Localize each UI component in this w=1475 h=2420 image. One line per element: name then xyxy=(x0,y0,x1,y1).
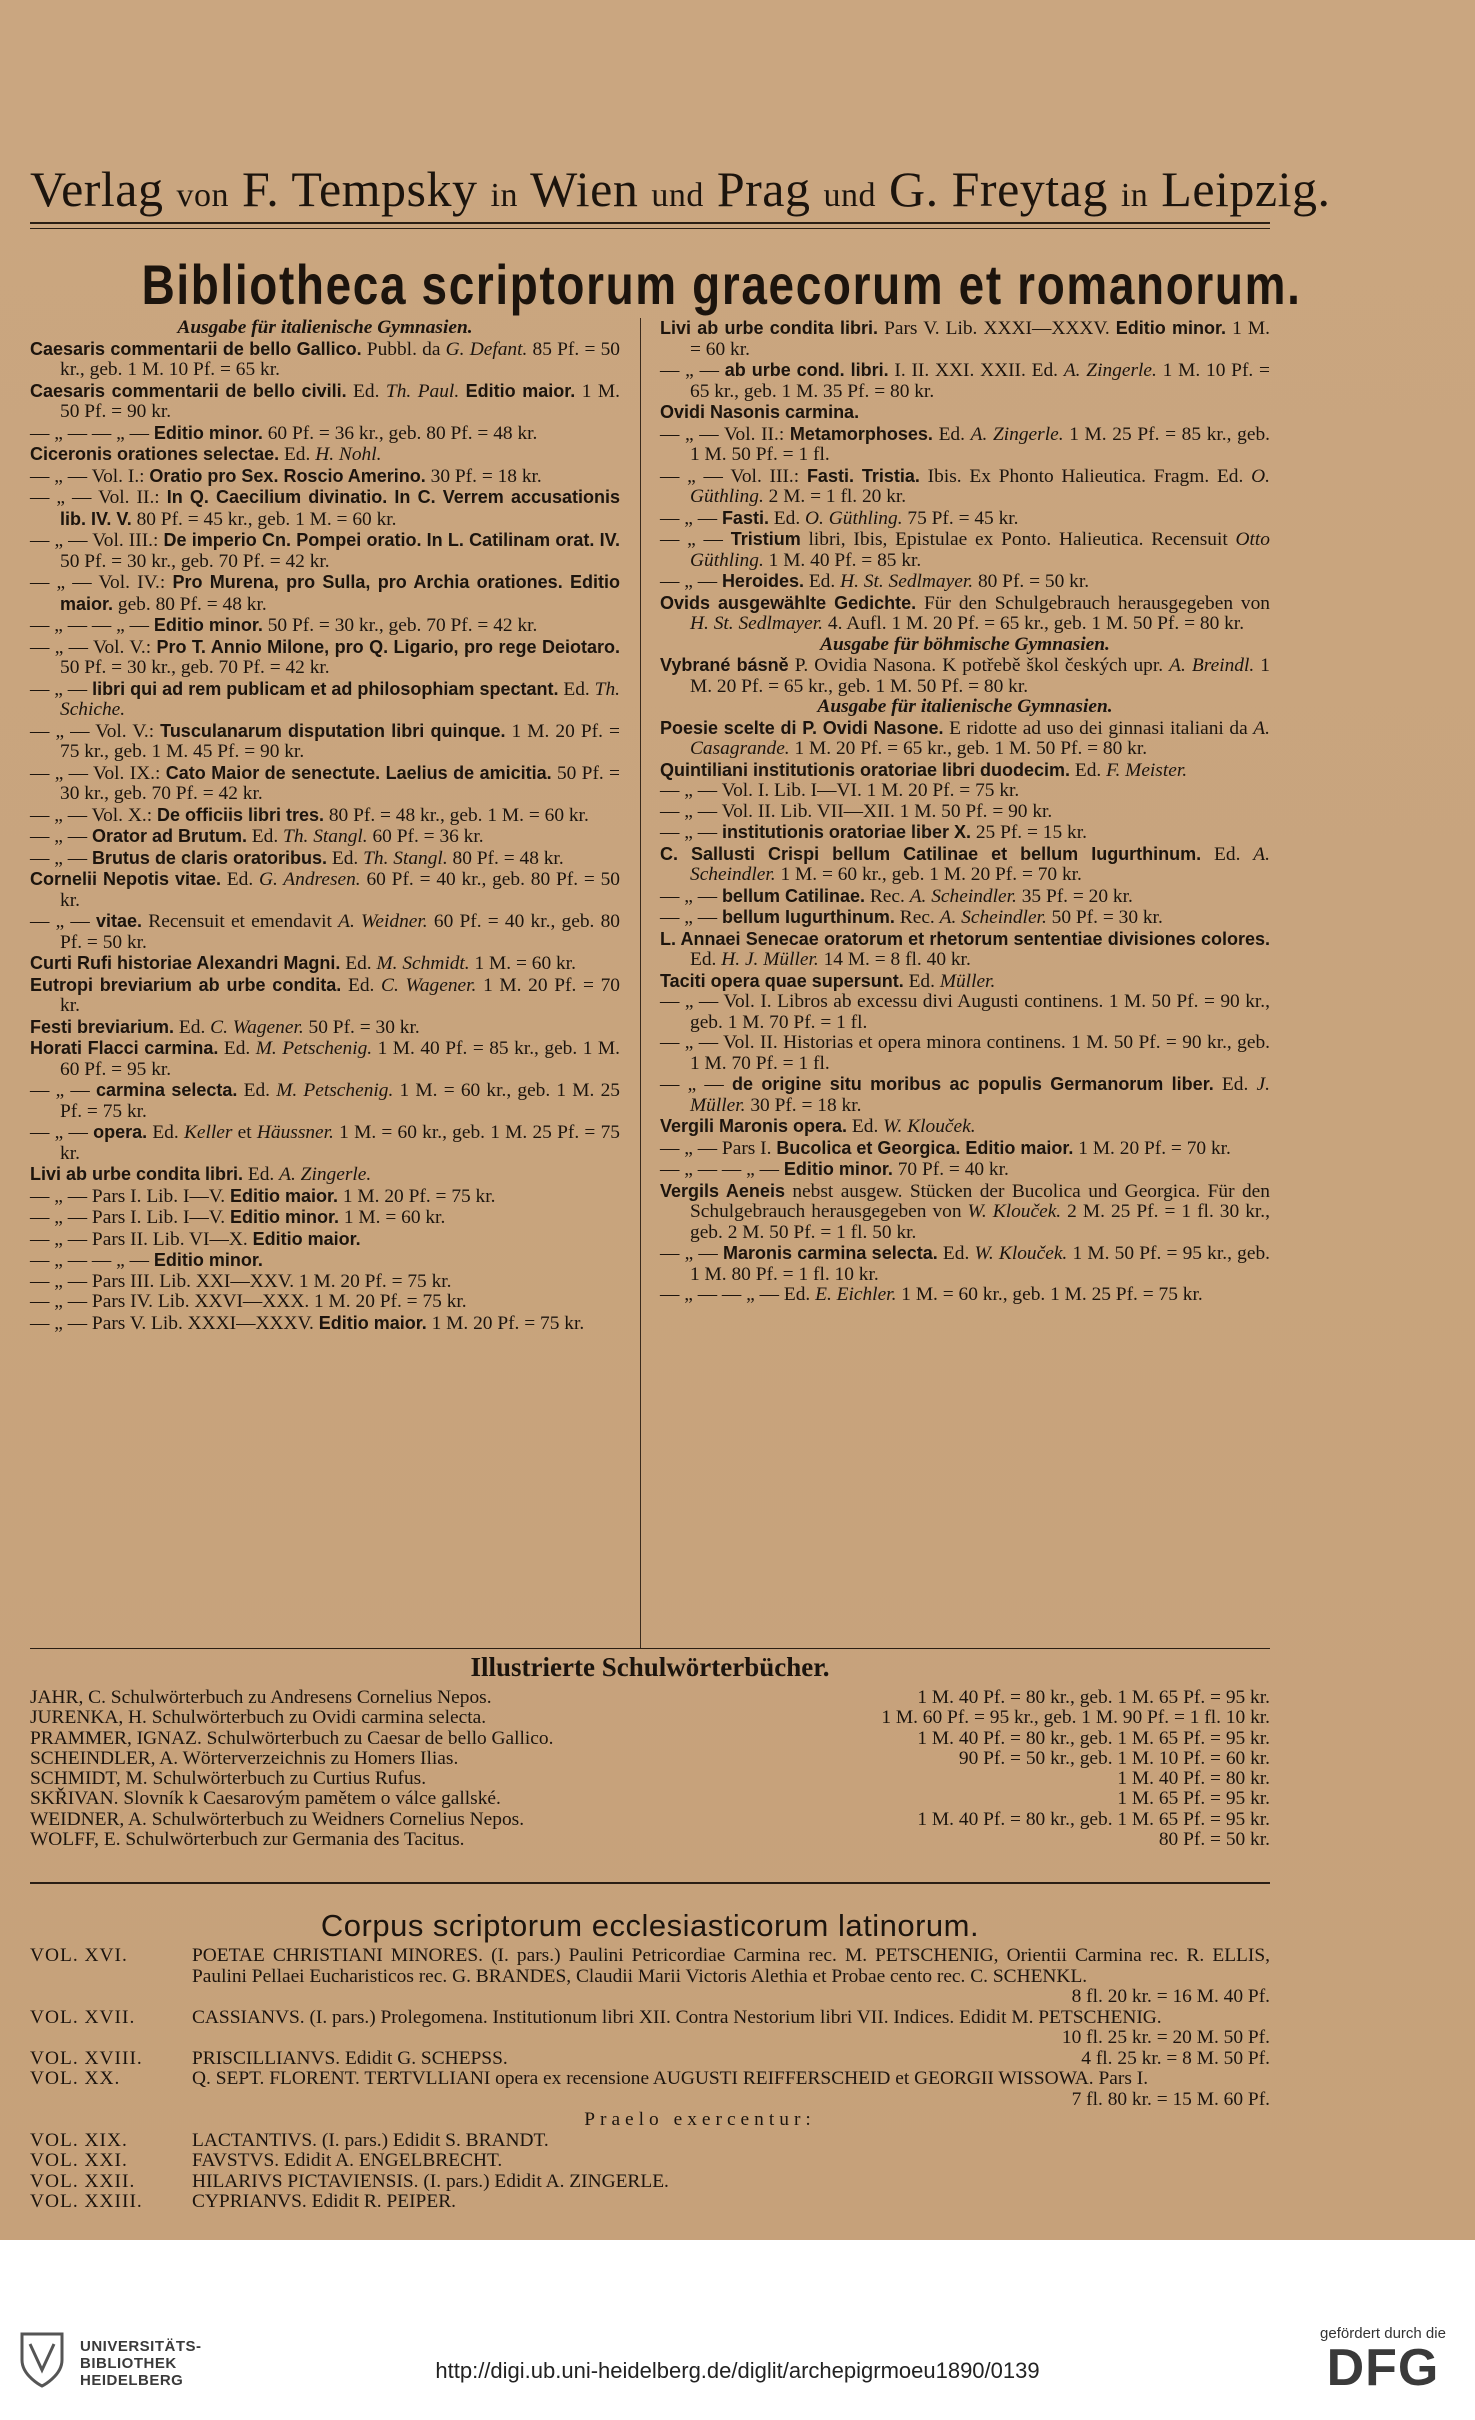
volume-number: VOL. XVI. xyxy=(30,1945,128,1966)
header-word: Verlag xyxy=(30,161,164,217)
edition-heading: Ausgabe für italienische Gymnasien. xyxy=(177,317,473,338)
volume-description: HILARIVS PICTAVIENSIS. (I. pars.) Edidit A. ZINGERLE. xyxy=(192,2170,669,2192)
dictionary-price: 1 M. 60 Pf. = 95 kr., geb. 1 M. 90 Pf. = 1 fl. 10 kr. xyxy=(881,1707,1270,1729)
header-word: in xyxy=(1120,177,1149,214)
catalog-entry: — „ — Vol. II. Lib. VII—XII. 1 M. 50 Pf. = 90 kr. xyxy=(660,800,1053,822)
catalog-entry: Eutropi breviarium ab urbe condita. Ed. C. Wagener. 1 M. 20 Pf. = 70 kr. xyxy=(30,974,620,1016)
dictionary-row xyxy=(30,1708,1270,1728)
section-rule xyxy=(30,1648,1270,1649)
catalog-entry: Caesaris commentarii de bello Gallico. Pubbl. da G. Defant. 85 Pf. = 50 kr., geb. 1 M. 10 Pf. = 65 kr. xyxy=(30,338,620,380)
corpus-list xyxy=(30,1946,1270,2213)
dictionary-title: SCHMIDT, M. Schulwörterbuch zu Curtius Rufus. xyxy=(30,1768,427,1790)
volume-number: VOL. XIX. xyxy=(30,2129,128,2151)
corpus-volume xyxy=(30,2192,1270,2213)
catalog-entry: — „ — Vol. II.: In Q. Caecilium divinatio. In C. Verrem accusationis lib. IV. V. 80 Pf. = 45 kr., geb. 1 M. = 60 kr. xyxy=(30,487,621,530)
dictionary-title: JURENKA, H. Schulwörterbuch zu Ovidi carmina selecta. xyxy=(30,1707,487,1729)
biblio-title: Bibliotheca scriptorum graecorum et romanorum. xyxy=(141,253,1302,316)
catalog-entry: — „ — opera. Ed. Keller et Häussner. 1 M. = 60 kr., geb. 1 M. 25 Pf. = 75 kr. xyxy=(30,1122,620,1164)
corpus-volume xyxy=(30,2008,1270,2049)
catalog-entry: C. Sallusti Crispi bellum Catilinae et bellum Iugurthinum. Ed. A. Scheindler. 1 M. = 60 kr., geb. 1 M. 20 Pf. = 70 kr. xyxy=(660,843,1270,885)
catalog-entry: — „ — bellum Iugurthinum. Rec. A. Scheindler. 50 Pf. = 30 kr. xyxy=(660,907,1163,928)
dfg-wordmark: DFG xyxy=(1326,2339,1440,2397)
catalog-entry: — „ — libri qui ad rem publicam et ad philosophiam spectant. Ed. Th. Schiche. xyxy=(30,678,620,720)
edition-heading: Ausgabe für böhmische Gymnasien. xyxy=(820,633,1110,655)
catalog-entry: Quintiliani institutionis oratoriae libri duodecim. Ed. F. Meister. xyxy=(660,759,1188,781)
catalog-entry: Vergili Maronis opera. Ed. W. Klouček. xyxy=(660,1116,976,1137)
dictionary-row xyxy=(30,1810,1270,1830)
dictionary-title: SKŘIVAN. Slovník k Caesarovým pamětem o válce gallské. xyxy=(30,1788,501,1810)
catalog-entry: — „ — ab urbe cond. libri. I. II. XXI. XXII. Ed. A. Zingerle. 1 M. 10 Pf. = 65 kr., geb. 1 M. 35 Pf. = 80 kr. xyxy=(660,360,1270,402)
header-word: Wien xyxy=(530,161,639,217)
header-word: F. Tempsky xyxy=(242,161,478,217)
corpus-volume xyxy=(30,1946,1270,2008)
dictionary-price: 1 M. 40 Pf. = 80 kr., geb. 1 M. 65 Pf. = 95 kr. xyxy=(917,1808,1270,1830)
catalog-entry: Cornelii Nepotis vitae. Ed. G. Andresen. 60 Pf. = 40 kr., geb. 80 Pf. = 50 kr. xyxy=(30,869,620,911)
dictionary-row xyxy=(30,1688,1270,1708)
logo-line: UNIVERSITÄTS- xyxy=(80,2338,202,2355)
dictionary-list xyxy=(30,1688,1270,1850)
corpus-volume xyxy=(30,2069,1270,2110)
catalog-entry: — „ — Fasti. Ed. O. Güthling. 75 Pf. = 45 kr. xyxy=(660,507,1019,529)
catalog-entry: Poesie scelte di P. Ovidi Nasone. E ridotte ad uso dei ginnasi italiani da A. Casagrande. 1 M. 20 Pf. = 65 kr., geb. 1 M. 50 Pf. = 80 kr. xyxy=(660,717,1270,759)
right-column xyxy=(660,318,1270,1306)
header-word: G. Freytag xyxy=(889,161,1108,217)
header-word: und xyxy=(823,177,876,214)
catalog-entry: Ovidi Nasonis carmina. xyxy=(660,402,860,422)
volume-price: 8 fl. 20 kr. = 16 M. 40 Pf. xyxy=(1071,1986,1270,2007)
header-word: in xyxy=(490,177,518,214)
catalog-entry: Festi breviarium. Ed. C. Wagener. 50 Pf. = 30 kr. xyxy=(30,1016,420,1038)
catalog-entry: — „ — Pars I. Lib. I—V. Editio minor. 1 M. = 60 kr. xyxy=(30,1207,446,1228)
volume-description: POETAE CHRISTIANI MINORES. (I. pars.) Paulini Petricordiae Carmina rec. M. PETSCHENIG, Orientii Carmina rec. R. ELLIS, Paulini Pellaei Eucharisticos rec. G. BRANDES, Claudii Marii Victoris Alethia et Probae cento rec. C. SCHENKL. 8 fl. 20 kr. = 16 M. 40 Pf. xyxy=(192,1945,1270,2007)
logo-line: HEIDELBERG xyxy=(80,2372,184,2389)
volume-price: 10 fl. 25 kr. = 20 M. 50 Pf. xyxy=(1061,2027,1270,2048)
corpus-volume xyxy=(30,2151,1270,2172)
catalog-entry: — „ — Heroides. Ed. H. St. Sedlmayer. 80 Pf. = 50 kr. xyxy=(660,571,1090,592)
volume-number: VOL. XXIII. xyxy=(30,2191,143,2212)
dfg-label: gefördert durch die xyxy=(1320,2325,1446,2342)
catalog-entry: — „ — Pars I. Lib. I—V. Editio maior. 1 M. 20 Pf. = 75 kr. xyxy=(30,1185,496,1207)
header-word: Leipzig. xyxy=(1161,161,1331,217)
catalog-entry: — „ — bellum Catilinae. Rec. A. Scheindler. 35 Pf. = 20 kr. xyxy=(660,885,1133,907)
volume-description: CYPRIANVS. Edidit R. PEIPER. xyxy=(192,2191,456,2212)
catalog-entry: Caesaris commentarii de bello civili. Ed. Th. Paul. Editio maior. 1 M. 50 Pf. = 90 kr. xyxy=(30,380,620,422)
catalog-entry: Livi ab urbe condita libri. Pars V. Lib. XXXI—XXXV. Editio minor. 1 M. = 60 kr. xyxy=(660,318,1271,360)
catalog-entry: — „ — Pars III. Lib. XXI—XXV. 1 M. 20 Pf. = 75 kr. xyxy=(30,1270,452,1292)
dictionary-row xyxy=(30,1749,1270,1769)
dictionary-title: WOLFF, E. Schulwörterbuch zur Germania des Tacitus. xyxy=(30,1829,465,1851)
catalog-entry: — „ — vitae. Recensuit et emendavit A. Weidner. 60 Pf. = 40 kr., geb. 80 Pf. = 50 kr. xyxy=(30,911,620,953)
volume-number: VOL. XXI. xyxy=(30,2150,128,2171)
catalog-entry: — „ — Vol. I. Libros ab excessu divi Augusti continens. 1 M. 50 Pf. = 90 kr., geb. 1 M. 70 Pf. = 1 fl. xyxy=(660,991,1270,1033)
header-word: von xyxy=(176,177,229,214)
dictionary-row xyxy=(30,1830,1270,1850)
catalog-entry: — „ — Vol. IV.: Pro Murena, pro Sulla, pro Archia orationes. Editio maior. geb. 80 Pf. = 48 kr. xyxy=(30,572,620,615)
catalog-entry: Ciceronis orationes selectae. Ed. H. Nohl. xyxy=(30,444,382,465)
volume-description: Q. SEPT. FLORENT. TERTVLLIANI opera ex recensione AUGUSTI REIFFERSCHEID et GEORGII WISSOWA. Pars I. 7 fl. 80 kr. = 15 M. 60 Pf. xyxy=(192,2068,1270,2110)
dictionary-title: JAHR, C. Schulwörterbuch zu Andresens Cornelius Nepos. xyxy=(30,1687,492,1708)
header-rule xyxy=(30,222,1270,224)
catalog-entry: — „ — Vol. I. Lib. I—VI. 1 M. 20 Pf. = 75 kr. xyxy=(660,780,1020,801)
catalog-entry: Horati Flacci carmina. Ed. M. Petschenig. 1 M. 40 Pf. = 85 kr., geb. 1 M. 60 Pf. = 95 kr. xyxy=(30,1038,620,1080)
catalog-entry: — „ — — „ — Ed. E. Eichler. 1 M. = 60 kr., geb. 1 M. 25 Pf. = 75 kr. xyxy=(660,1284,1203,1305)
volume-number: VOL. XVII. xyxy=(30,2006,136,2028)
dictionary-price: 1 M. 40 Pf. = 80 kr., geb. 1 M. 65 Pf. = 95 kr. xyxy=(917,1687,1270,1708)
catalog-entry: — „ — Pars V. Lib. XXXI—XXXV. Editio maior. 1 M. 20 Pf. = 75 kr. xyxy=(30,1312,585,1334)
section-rule xyxy=(30,1882,1270,1884)
dictionary-price: 1 M. 40 Pf. = 80 kr., geb. 1 M. 65 Pf. = 95 kr. xyxy=(917,1727,1270,1749)
edition-heading: Ausgabe für italienische Gymnasien. xyxy=(817,696,1113,717)
logo-line: BIBLIOTHEK xyxy=(80,2355,177,2372)
dictionary-price: 1 M. 65 Pf. = 95 kr. xyxy=(1117,1788,1270,1810)
catalog-entry: Curti Rufi historiae Alexandri Magni. Ed. M. Schmidt. 1 M. = 60 kr. xyxy=(30,953,576,974)
catalog-entry: — „ — Vol. IX.: Cato Maior de senectute. Laelius de amicitia. 50 Pf. = 30 kr., geb. 70 Pf. = 42 kr. xyxy=(30,762,620,804)
volume-number: VOL. XXII. xyxy=(30,2170,136,2192)
dictionary-price: 90 Pf. = 50 kr., geb. 1 M. 10 Pf. = 60 kr. xyxy=(958,1747,1270,1769)
left-column xyxy=(30,318,620,1334)
catalog-entry: — „ — Vol. II. Historias et opera minora continens. 1 M. 50 Pf. = 90 kr., geb. 1 M. 70 Pf. = 1 fl. xyxy=(660,1032,1270,1074)
praelo-heading: Praelo exercentur: xyxy=(584,2109,816,2130)
dfg-logo[interactable] xyxy=(1313,2325,1453,2397)
dictionary-row xyxy=(30,1769,1270,1789)
volume-description: CASSIANVS. (I. pars.) Prolegomena. Institutionum libri XII. Contra Nestorium libri VII. Indices. Edidit M. PETSCHENIG. 10 fl. 25 kr. = 20 M. 50 Pf. xyxy=(192,2006,1270,2048)
header-word: Prag xyxy=(716,161,811,217)
catalog-entry: — „ — Tristium libri, Ibis, Epistulae ex Ponto. Halieutica. Recensuit Otto Güthling. 1 M. 40 Pf. = 85 kr. xyxy=(660,529,1270,571)
catalog-entry: — „ — Pars I. Bucolica et Georgica. Editio maior. 1 M. 20 Pf. = 70 kr. xyxy=(660,1137,1231,1159)
corpus-volume xyxy=(30,2172,1270,2193)
volume-description: FAVSTVS. Edidit A. ENGELBRECHT. xyxy=(192,2150,503,2171)
catalog-entry: — „ — Orator ad Brutum. Ed. Th. Stangl. 60 Pf. = 36 kr. xyxy=(30,826,484,847)
catalog-entry: Taciti opera quae supersunt. Ed. Müller. xyxy=(660,970,996,992)
catalog-entry: — „ — Maronis carmina selecta. Ed. W. Klouček. 1 M. 50 Pf. = 95 kr., geb. 1 M. 80 Pf. = 1 fl. 10 kr. xyxy=(660,1243,1270,1285)
catalog-entry: Ovids ausgewählte Gedichte. Für den Schulgebrauch herausgegeben von H. St. Sedlmayer. 4. Aufl. 1 M. 20 Pf. = 65 kr., geb. 1 M. 50 Pf. = 80 kr. xyxy=(660,592,1270,634)
catalog-entry: — „ — carmina selecta. Ed. M. Petschenig. 1 M. = 60 kr., geb. 1 M. 25 Pf. = 75 kr. xyxy=(30,1080,620,1122)
dictionary-row xyxy=(30,1729,1270,1749)
header-word: und xyxy=(651,177,704,214)
catalog-entry: — „ — institutionis oratoriae liber X. 25 Pf. = 15 kr. xyxy=(660,822,1087,843)
catalog-entry: — „ — Vol. I.: Oratio pro Sex. Roscio Amerino. 30 Pf. = 18 kr. xyxy=(30,465,542,487)
catalog-entry: — „ — Vol. V.: Tusculanarum disputation libri quinque. 1 M. 20 Pf. = 75 kr., geb. 1 M. 45 Pf. = 90 kr. xyxy=(30,720,620,762)
catalog-entry: — „ — Brutus de claris oratoribus. Ed. Th. Stangl. 80 Pf. = 48 kr. xyxy=(30,847,564,869)
volume-description: PRISCILLIANVS. Edidit G. SCHEPSS. 4 fl. 25 kr. = 8 M. 50 Pf. xyxy=(192,2047,1270,2069)
catalog-entry: — „ — Vol. II.: Metamorphoses. Ed. A. Zingerle. 1 M. 25 Pf. = 85 kr., geb. 1 M. 50 Pf. = 1 fl. xyxy=(660,423,1270,465)
catalog-entry: — „ — Vol. III.: De imperio Cn. Pompei oratio. In L. Catilinam orat. IV. 50 Pf. = 30 kr., geb. 70 Pf. = 42 kr. xyxy=(30,530,620,572)
catalog-entry: Vergils Aeneis nebst ausgew. Stücken der Bucolica und Georgica. Für den Schulgebrauch herausgegeben von W. Klouček. 2 M. 25 Pf. = 1 fl. 30 kr., geb. 2 M. 50 Pf. = 1 fl. 50 kr. xyxy=(660,1180,1270,1243)
volume-price: 7 fl. 80 kr. = 15 M. 60 Pf. xyxy=(1071,2088,1270,2110)
volume-number: VOL. XX. xyxy=(30,2068,121,2089)
dictionary-price: 80 Pf. = 50 kr. xyxy=(1158,1829,1270,1851)
catalog-entry: — „ — Pars IV. Lib. XXVI—XXX. 1 M. 20 Pf. = 75 kr. xyxy=(30,1291,467,1312)
catalog-entry: Vybrané básně P. Ovidia Nasona. K potřebě škol českých upr. A. Breindl. 1 M. 20 Pf. = 65 kr., geb. 1 M. 50 Pf. = 80 kr. xyxy=(660,655,1270,697)
volume-number: VOL. XVIII. xyxy=(30,2047,143,2069)
header-rule xyxy=(30,228,1270,229)
volume-description: LACTANTIVS. (I. pars.) Edidit S. BRANDT. xyxy=(192,2129,549,2151)
publisher-header xyxy=(30,160,1331,218)
corpus-volume xyxy=(30,2049,1270,2070)
footer-bar xyxy=(0,2240,1475,2420)
catalog-entry: — „ — Vol. V.: Pro T. Annio Milone, pro Q. Ligario, pro rege Deiotaro. 50 Pf. = 30 kr., geb. 70 Pf. = 42 kr. xyxy=(30,636,620,678)
dictionary-title: SCHEINDLER, A. Wörterverzeichnis zu Homers Ilias. xyxy=(30,1747,459,1769)
dictionary-title: PRAMMER, IGNAZ. Schulwörterbuch zu Caesar de bello Gallico. xyxy=(30,1727,554,1749)
corpus-volume xyxy=(30,2131,1270,2152)
dictionary-price: 1 M. 40 Pf. = 80 kr. xyxy=(1117,1768,1270,1790)
catalog-entry: — „ — — „ — Editio minor. xyxy=(30,1250,263,1271)
dictionary-row xyxy=(30,1789,1270,1809)
catalog-entry: — „ — — „ — Editio minor. 70 Pf. = 40 kr. xyxy=(660,1159,1009,1180)
catalog-entry: — „ — Vol. III.: Fasti. Tristia. Ibis. Ex Phonto Halieutica. Fragm. Ed. O. Güthling. 2 M. = 1 fl. 20 kr. xyxy=(660,465,1270,507)
catalog-entry: — „ — — „ — Editio minor. 60 Pf. = 36 kr., geb. 80 Pf. = 48 kr. xyxy=(30,422,538,444)
illus-title: Illustrierte Schulwörterbücher. xyxy=(470,1652,830,1682)
source-url[interactable]: http://digi.ub.uni-heidelberg.de/diglit/archepigrmoeu1890/0139 xyxy=(435,2358,1040,2383)
corpus-title: Corpus scriptorum ecclesiasticorum latinorum. xyxy=(320,1908,980,1943)
catalog-entry: — „ — — „ — Editio minor. 50 Pf. = 30 kr., geb. 70 Pf. = 42 kr. xyxy=(30,615,538,636)
dictionary-title: WEIDNER, A. Schulwörterbuch zu Weidners Cornelius Nepos. xyxy=(30,1808,525,1830)
catalog-entry: L. Annaei Senecae oratorum et rhetorum sententiae divisiones colores. Ed. H. J. Müller. 14 M. = 8 fl. 40 kr. xyxy=(660,928,1270,970)
catalog-entry: — „ — de origine situ moribus ac populis Germanorum liber. Ed. J. Müller. 30 Pf. = 18 kr. xyxy=(660,1074,1270,1116)
volume-price: 4 fl. 25 kr. = 8 M. 50 Pf. xyxy=(1081,2047,1270,2069)
catalog-entry: — „ — Pars II. Lib. VI—X. Editio maior. xyxy=(30,1228,361,1250)
column-divider xyxy=(640,318,641,1648)
catalog-entry: Livi ab urbe condita libri. Ed. A. Zingerle. xyxy=(30,1164,372,1185)
catalog-entry: — „ — Vol. X.: De officiis libri tres. 80 Pf. = 48 kr., geb. 1 M. = 60 kr. xyxy=(30,804,589,826)
